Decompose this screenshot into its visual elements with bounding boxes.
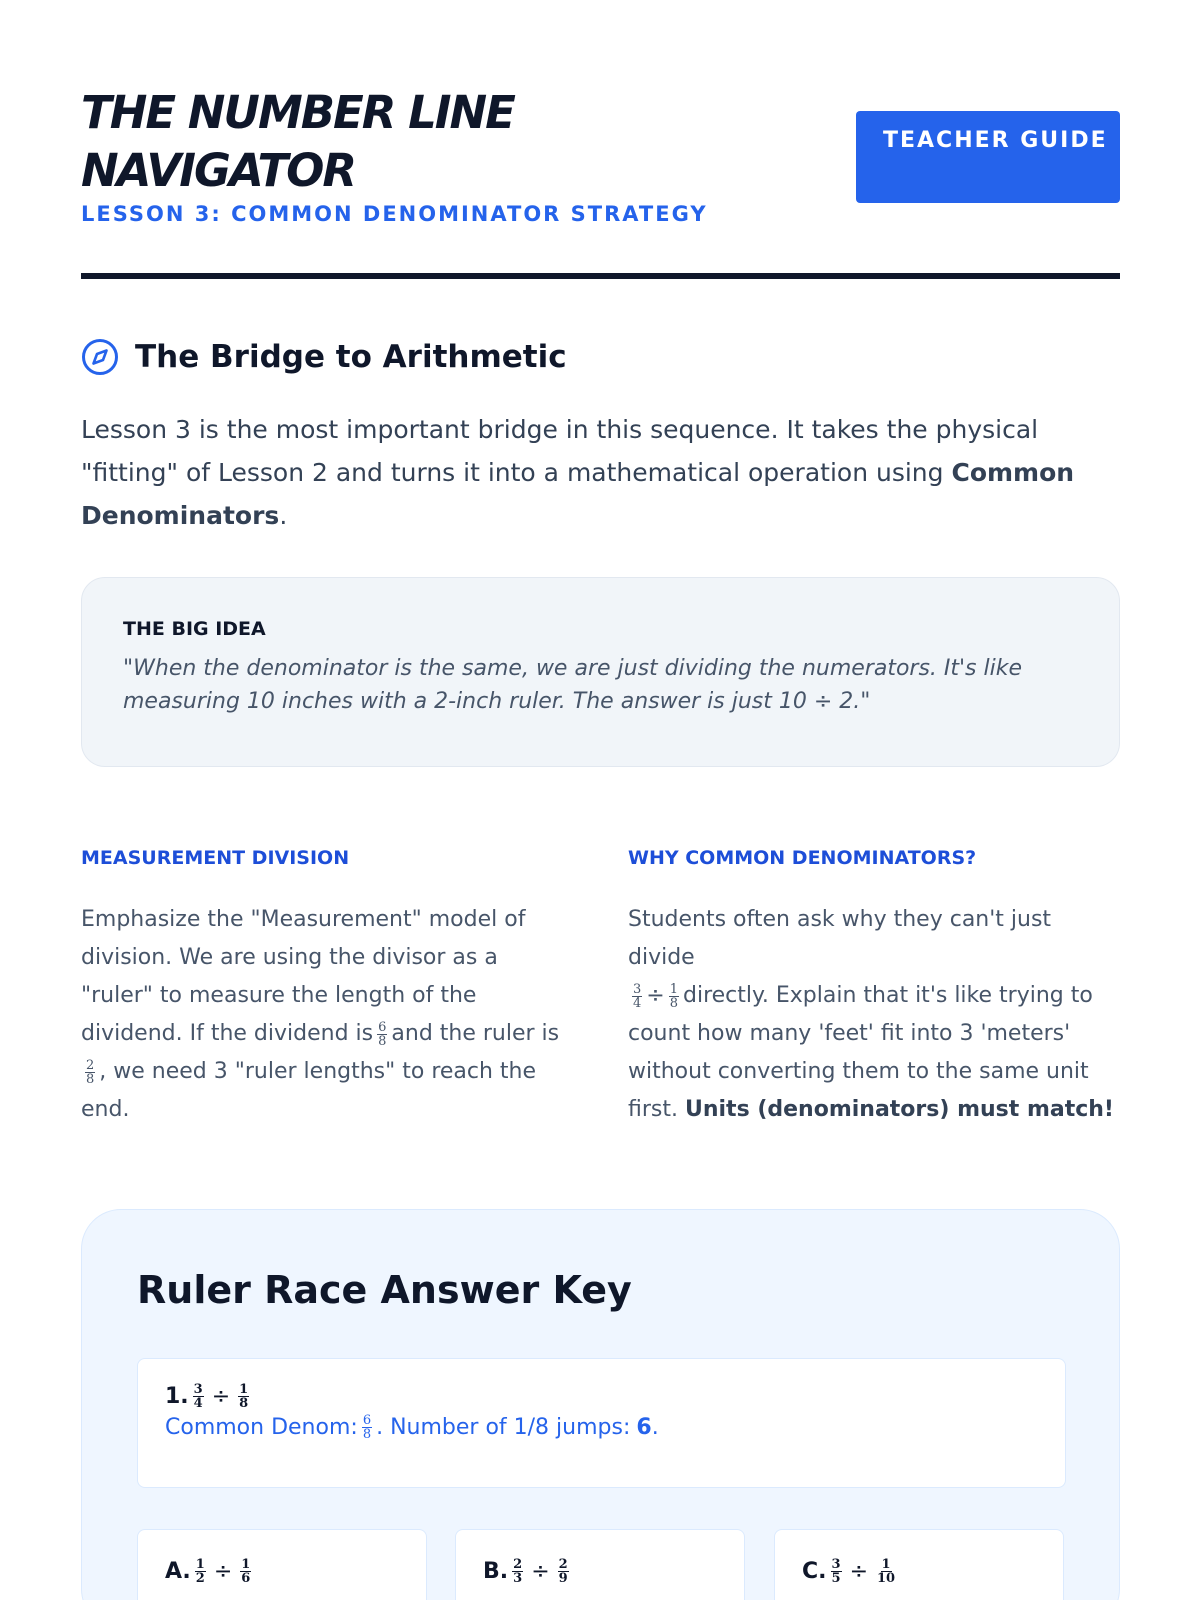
fraction-numerator: 2	[86, 1057, 95, 1073]
fraction-numerator: 1	[669, 981, 678, 997]
why-text	[628, 901, 1120, 1129]
teacher-guide-badge: TEACHER GUIDE	[856, 111, 1120, 203]
answer-mid: . Number of 1/8 jumps:	[376, 1415, 631, 1440]
problem-expression	[483, 1558, 744, 1585]
intro-bold: Common Denominators	[81, 458, 1075, 530]
problem-expression	[165, 1383, 1065, 1410]
intro-paragraph	[81, 408, 1091, 537]
fraction-denominator: 8	[362, 1427, 372, 1442]
why-bold: Units (denominators) must match!	[684, 1097, 1114, 1122]
big-idea-callout	[81, 577, 1120, 767]
lesson-subtitle: LESSON 3: COMMON DENOMINATOR STRATEGY	[81, 202, 708, 226]
measurement-division-column	[81, 847, 576, 1129]
fraction-denominator: 10	[877, 1571, 896, 1586]
fraction	[240, 1558, 251, 1585]
fraction-denominator: 8	[239, 1396, 249, 1411]
fraction	[632, 983, 642, 1010]
why-text-2: directly. Explain that it's like trying to count how many 'feet' fit into 3 'meters' without converting them to the same unit first.	[628, 983, 1093, 1122]
problem-label: C.	[802, 1559, 827, 1584]
fraction-denominator: 5	[831, 1571, 841, 1586]
fraction	[377, 1021, 387, 1048]
answer-end: .	[651, 1415, 659, 1440]
fraction	[195, 1558, 206, 1585]
fraction	[831, 1558, 842, 1585]
fraction-numerator: 3	[831, 1557, 841, 1572]
fraction-numerator: 1	[239, 1382, 249, 1397]
answer-value: 6	[636, 1415, 652, 1440]
section-heading	[81, 337, 567, 377]
page-title: THE NUMBER LINE NAVIGATOR	[81, 86, 514, 197]
problem-expression	[802, 1558, 1063, 1585]
fraction-numerator: 6	[362, 1413, 372, 1428]
answer-key-title: Ruler Race Answer Key	[137, 1268, 632, 1312]
fraction-numerator: 1	[195, 1557, 205, 1572]
fraction-denominator: 8	[86, 1071, 95, 1087]
lesson-header	[81, 84, 1120, 284]
fraction-denominator: 6	[241, 1571, 251, 1586]
section-title: The Bridge to Arithmetic	[135, 339, 567, 375]
fraction	[558, 1558, 569, 1585]
fraction-numerator: 6	[378, 1019, 387, 1035]
fraction-denominator: 9	[558, 1571, 568, 1586]
problem-label: A.	[165, 1559, 191, 1584]
why-text-1: Students often ask why they can't just divide	[628, 907, 1052, 970]
answer-card-c	[774, 1529, 1064, 1600]
fraction	[238, 1383, 249, 1410]
division-sign: ÷	[213, 1559, 233, 1584]
measurement-text	[81, 901, 576, 1129]
problem-label: B.	[483, 1559, 509, 1584]
measurement-text-1: Emphasize the "Measurement" model of division. We are using the divisor as a "ruler" to measure the length of the dividend. If the dividend is	[81, 907, 526, 1046]
division-sign: ÷	[849, 1559, 868, 1584]
why-common-denominators-column	[628, 847, 1120, 1129]
answer-card-main	[137, 1358, 1066, 1488]
answer-key-panel	[81, 1209, 1120, 1600]
answer-prefix: Common Denom:	[165, 1415, 358, 1440]
division-sign: ÷	[531, 1559, 550, 1584]
fraction	[669, 983, 679, 1010]
fraction	[193, 1383, 204, 1410]
big-idea-label: THE BIG IDEA	[123, 618, 266, 640]
fraction-denominator: 2	[195, 1571, 205, 1586]
fraction-denominator: 4	[193, 1396, 203, 1411]
answer-line	[165, 1414, 1065, 1441]
why-heading: WHY COMMON DENOMINATORS?	[628, 847, 977, 869]
problem-expression	[165, 1558, 426, 1585]
fraction-numerator: 1	[241, 1557, 251, 1572]
measurement-text-3: , we need 3 "ruler lengths" to reach the end.	[81, 1059, 537, 1122]
intro-text: Lesson 3 is the most important bridge in this sequence. It takes the physical "fitting" of Lesson 2 and turns it into a mathematical operation using	[81, 415, 1039, 487]
fraction-numerator: 2	[513, 1557, 523, 1572]
big-idea-quote: "When the denominator is the same, we are just dividing the numerators. It's like measuring 10 inches with a 2-inch ruler. The answer is just 10 ÷ 2."	[123, 656, 1023, 714]
division-sign: ÷	[646, 983, 665, 1008]
problem-label: 1.	[165, 1384, 189, 1409]
fraction-numerator: 1	[881, 1557, 891, 1572]
header-divider	[81, 273, 1120, 279]
fraction	[85, 1059, 95, 1086]
intro-end: .	[279, 501, 288, 530]
measurement-heading: MEASUREMENT DIVISION	[81, 847, 350, 869]
fraction-denominator: 3	[513, 1571, 523, 1586]
fraction	[512, 1558, 523, 1585]
fraction-numerator: 2	[558, 1557, 568, 1572]
fraction-numerator: 3	[193, 1382, 203, 1397]
fraction-denominator: 4	[633, 995, 642, 1011]
answer-card-a	[137, 1529, 427, 1600]
fraction	[876, 1558, 896, 1585]
division-sign: ÷	[211, 1384, 231, 1409]
fraction-denominator: 8	[378, 1033, 387, 1049]
compass-icon	[81, 338, 119, 376]
answer-card-b	[455, 1529, 745, 1600]
measurement-text-2: and the ruler is	[391, 1021, 560, 1046]
fraction-denominator: 8	[669, 995, 678, 1011]
fraction	[362, 1414, 372, 1441]
fraction-numerator: 3	[633, 981, 642, 997]
